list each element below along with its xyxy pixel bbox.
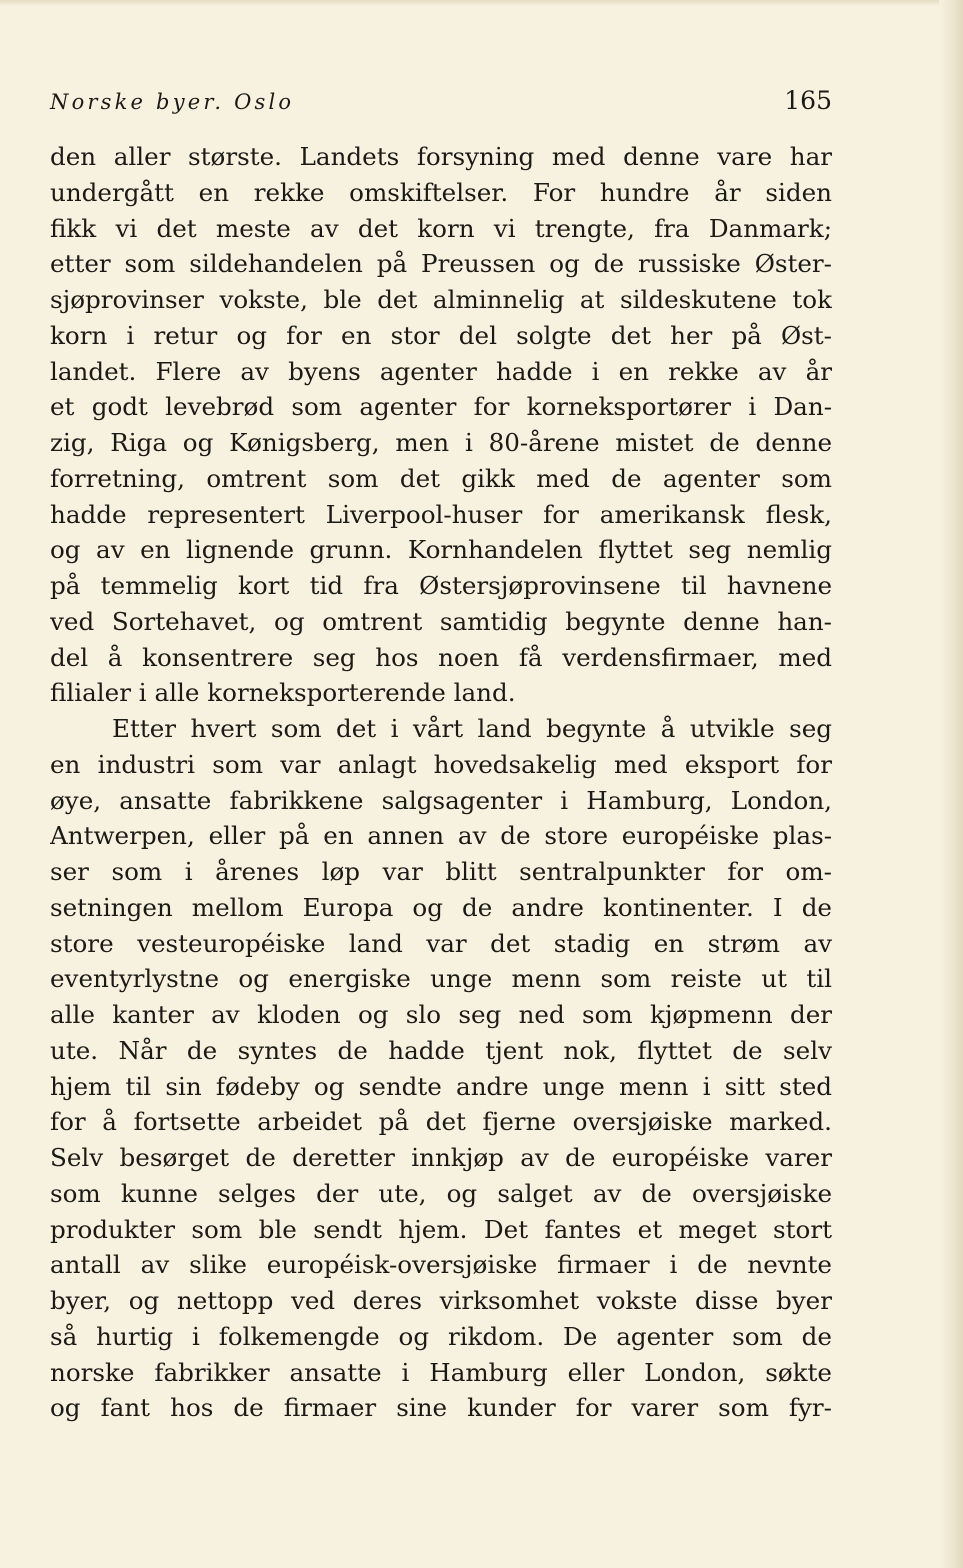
text-line: den aller største. Landets forsyning med denne vare har xyxy=(50,142,832,171)
text-line: alle kanter av kloden og slo seg ned som kjøpmenn der xyxy=(50,1000,832,1029)
text-line: hjem til sin fødeby og sendte andre unge menn i sitt sted xyxy=(50,1071,832,1101)
text-line: og av en lignende grunn. Kornhandelen flyttet seg nemlig xyxy=(50,535,832,565)
text-line: ser som i årenes løp var blitt sentralpunkter for om- xyxy=(50,857,832,886)
text-line: setningen mellom Europa og de andre kontinenter. I de xyxy=(50,892,832,922)
text-line: ved Sortehavet, og omtrent samtidig begynte denne han- xyxy=(50,606,832,636)
text-line: og fant hos de firmaer sine kunder for varer som fyr- xyxy=(50,1393,832,1423)
text-line: en industri som var anlagt hovedsakelig med eksport for xyxy=(50,749,832,779)
text-line: ute. Når de syntes de hadde tjent nok, flyttet de selv xyxy=(50,1035,832,1065)
text-line: eventyrlystne og energiske unge menn som reiste ut til xyxy=(50,964,832,994)
text-line: norske fabrikker ansatte i Hamburg eller London, søkte xyxy=(50,1357,832,1387)
text-line: et godt levebrød som agenter for korneksportører i Dan- xyxy=(50,392,832,422)
page-top-edge xyxy=(0,0,963,6)
text-line: forretning, omtrent som det gikk med de agenter som xyxy=(50,463,832,493)
text-line: Selv besørget de deretter innkjøp av de européiske varer xyxy=(50,1143,832,1172)
paragraph-first-line: Etter hvert som det i vårt land begynte å utvikle seg xyxy=(112,714,832,743)
text-line: undergått en rekke omskiftelser. For hundre år siden xyxy=(50,177,832,207)
text-line: fikk vi det meste av det korn vi trengte, fra Danmark; xyxy=(50,213,832,243)
running-head xyxy=(50,86,832,120)
text-line: store vesteuropéiske land var det stadig en strøm av xyxy=(50,928,832,958)
running-title: Norske byer. Oslo xyxy=(50,90,295,114)
text-line: landet. Flere av byens agenter hadde i en rekke av år xyxy=(50,356,832,386)
page-number: 165 xyxy=(784,86,832,115)
text-line: på temmelig kort tid fra Østersjøprovinsene til havnene xyxy=(50,571,832,600)
text-line: hadde representert Liverpool-huser for amerikansk flesk, xyxy=(50,499,832,529)
text-line: del å konsentrere seg hos noen få verdensfirmaer, med xyxy=(50,642,832,672)
text-line: sjøprovinser vokste, ble det alminnelig at sildeskutene tok xyxy=(50,285,832,314)
paragraph-last-line: filialer i alle korneksporterende land. xyxy=(50,678,516,708)
text-line: for å fortsette arbeidet på det fjerne oversjøiske marked. xyxy=(50,1107,832,1137)
text-line: øye, ansatte fabrikkene salgsagenter i Hamburg, London, xyxy=(50,785,832,815)
text-line: antall av slike européisk-oversjøiske firmaer i de nevnte xyxy=(50,1250,832,1280)
text-line: korn i retur og for en stor del solgte det her på Øst- xyxy=(50,320,832,350)
page-right-edge xyxy=(939,0,963,1568)
body-text xyxy=(50,139,832,1426)
text-line: zig, Riga og Kønigsberg, men i 80-årene mistet de denne xyxy=(50,428,832,457)
text-line: byer, og nettopp ved deres virksomhet vokste disse byer xyxy=(50,1286,832,1315)
text-line: etter som sildehandelen på Preussen og de russiske Øster- xyxy=(50,249,832,279)
text-line: så hurtig i folkemengde og rikdom. De agenter som de xyxy=(50,1321,832,1351)
text-line: produkter som ble sendt hjem. Det fantes et meget stort xyxy=(50,1214,832,1244)
text-line: som kunne selges der ute, og salget av de oversjøiske xyxy=(50,1178,832,1208)
text-line: Antwerpen, eller på en annen av de store européiske plas- xyxy=(50,821,832,851)
